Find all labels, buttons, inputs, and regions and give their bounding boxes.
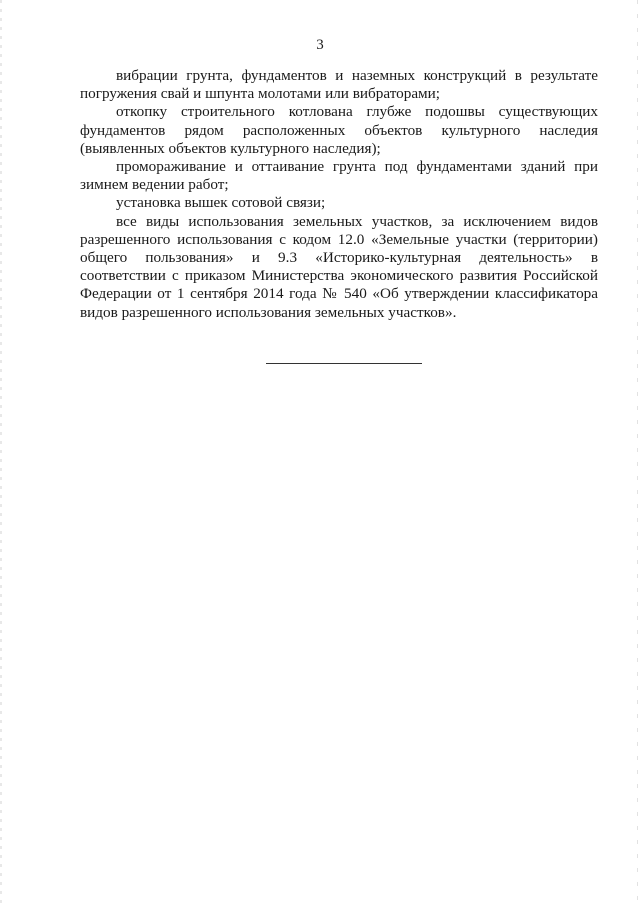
paragraph-foundation-pit: откопку строительного котлована глубже подошвы существующих фундаментов рядом расположенных объектов культурного наследия (выявленных объектов культурного наследия);	[80, 103, 598, 157]
paragraph-land-use: все виды использования земельных участков, за исключением видов разрешенного использования с кодом 12.0 «Земельные участки (территории) общего пользования» и 9.3 «Историко-культурная деятельность» в соответствии с приказом Министерства экономического развития Российской Федерации от 1 сентября 2014 года № 540 «Об утверждении классификатора видов разрешенного использования земельных участков».	[80, 212, 598, 321]
document-body	[80, 67, 598, 322]
paragraph-soil-freezing: промораживание и оттаивание грунта под фундаментами зданий при зимнем ведении работ;	[80, 158, 598, 194]
end-divider	[266, 363, 422, 364]
scan-edge-right	[637, 0, 638, 905]
scan-edge-left	[0, 0, 2, 905]
page-number: 3	[316, 37, 324, 53]
paragraph-soil-vibration: вибрации грунта, фундаментов и наземных конструкций в результате погружения свай и шпунта молотами или вибраторами;	[80, 67, 598, 103]
paragraph-cell-towers: установка вышек сотовой связи;	[116, 194, 326, 212]
